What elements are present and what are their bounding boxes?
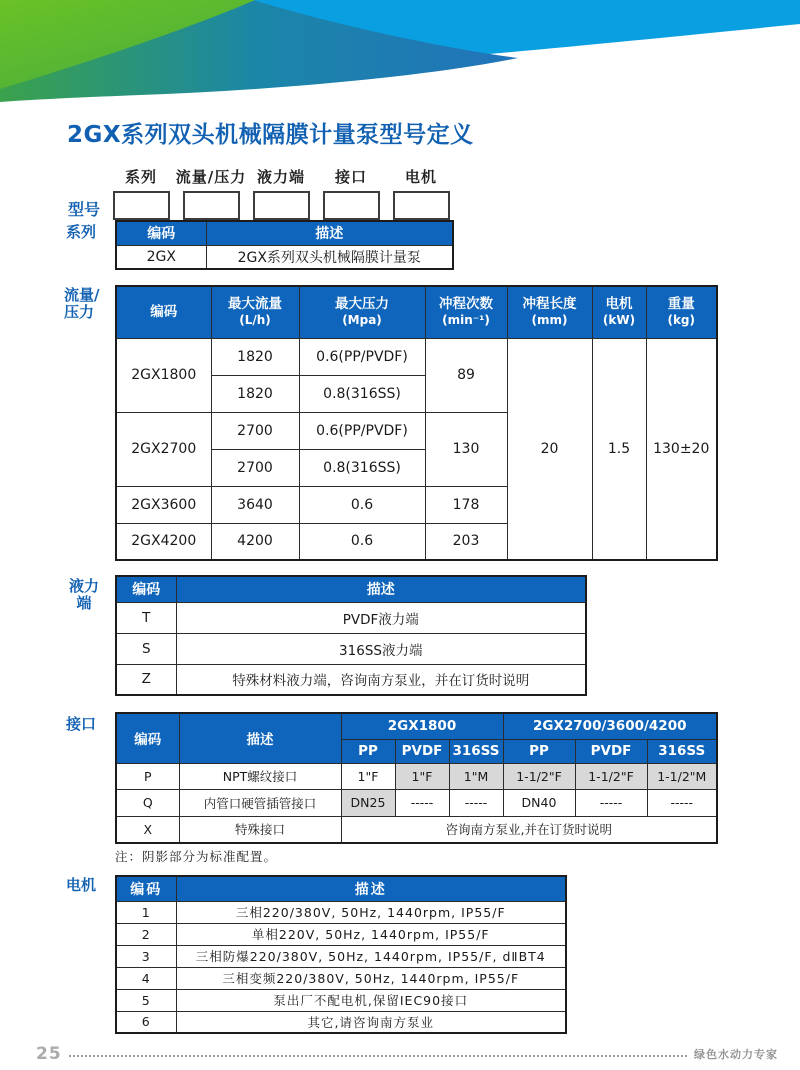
model-number-label: 型号 [68, 200, 101, 219]
page-number: 25 [36, 1044, 62, 1064]
table-row [116, 1011, 566, 1033]
model-field-label: 液力端 [256, 168, 305, 186]
column-header: 描述 [206, 221, 453, 245]
cell-code: 2GX2700 [116, 412, 211, 486]
side-label-line: 液力 [68, 577, 99, 595]
cell-value: ----- [449, 790, 503, 817]
cell-code: 2GX [116, 245, 206, 269]
cell-desc: 泵出厂不配电机,保留IEC90接口 [176, 989, 566, 1011]
cell-value: 0.6(PP/PVDF) [299, 338, 425, 375]
table-row [116, 245, 453, 269]
cell-value: 1820 [211, 375, 299, 412]
cell-desc: 单相220V, 50Hz, 1440rpm, IP55/F [176, 923, 566, 945]
cell-value: 4200 [211, 523, 299, 560]
model-field-label: 系列 [124, 168, 157, 186]
column-header: 重量 (kg) [646, 286, 717, 338]
cell-code: 2GX4200 [116, 523, 211, 560]
table-row [116, 602, 586, 633]
column-header-group: 2GX2700/3600/4200 [503, 713, 717, 739]
table-row [116, 967, 566, 989]
cell-value: 1"F [341, 763, 395, 790]
cell-desc: 2GX系列双头机械隔膜计量泵 [206, 245, 453, 269]
column-header: 编码 [116, 286, 211, 338]
cell-value: 1-1/2"M [647, 763, 717, 790]
table-row [116, 945, 566, 967]
hydraulic-end-table [115, 575, 587, 696]
column-header: 编码 [116, 221, 206, 245]
footer-dotted-divider [69, 1055, 687, 1057]
cell-desc: 三相变频220/380V, 50Hz, 1440rpm, IP55/F [176, 967, 566, 989]
cell-value: 0.6 [299, 523, 425, 560]
cell-value: ----- [395, 790, 449, 817]
cell-code: Q [116, 790, 179, 817]
side-label-motor: 电机 [66, 876, 97, 894]
column-header: PVDF [395, 739, 449, 763]
cell-code: 2GX3600 [116, 486, 211, 523]
model-field-label: 电机 [404, 168, 437, 186]
header-row [116, 286, 717, 338]
table-row [116, 790, 717, 817]
cell-code: 6 [116, 1011, 176, 1033]
cell-value: 2700 [211, 449, 299, 486]
cell-desc: 三相防爆220/380V, 50Hz, 1440rpm, IP55/F, dⅡBT4 [176, 945, 566, 967]
cell-value: 0.8(316SS) [299, 375, 425, 412]
cell-desc: 内管口硬管插管接口 [179, 790, 341, 817]
cell-desc: 316SS液力端 [176, 633, 586, 664]
column-header: 电机 (kW) [592, 286, 646, 338]
cell-desc: 三相220/380V, 50Hz, 1440rpm, IP55/F [176, 901, 566, 923]
cell-desc: PVDF液力端 [176, 602, 586, 633]
cell-value: 1-1/2"F [503, 763, 575, 790]
table-row [116, 338, 717, 375]
cell-desc: 特殊材料液力端，咨询南方泵业，并在订货时说明 [176, 664, 586, 695]
cell-value: 1820 [211, 338, 299, 375]
cell-value: 3640 [211, 486, 299, 523]
cell-value: 0.8(316SS) [299, 449, 425, 486]
column-header: 编码 [116, 876, 176, 901]
cell-value: DN25 [341, 790, 395, 817]
cell-code: T [116, 602, 176, 633]
model-field-box [393, 191, 450, 220]
cell-desc: NPT螺纹接口 [179, 763, 341, 790]
cell-code: X [116, 816, 179, 843]
cell-code: 2 [116, 923, 176, 945]
column-header: 编码 [116, 713, 179, 763]
model-field-motor [366, 166, 476, 220]
cell-value: 2700 [211, 412, 299, 449]
cell-desc: 其它,请咨询南方泵业 [176, 1011, 566, 1033]
side-label-interface: 接口 [66, 715, 97, 733]
table-row [116, 816, 717, 843]
column-header: 冲程长度 (mm) [507, 286, 592, 338]
cell-code: P [116, 763, 179, 790]
column-header: 最大流量 (L/h) [211, 286, 299, 338]
column-header: 最大压力 (Mpa) [299, 286, 425, 338]
column-header-group: 2GX1800 [341, 713, 503, 739]
footer-slogan: 绿色水动力专家 [694, 1048, 778, 1061]
table-row [116, 763, 717, 790]
header-art [0, 0, 800, 112]
series-table [115, 220, 454, 270]
side-label-line: 端 [76, 594, 92, 612]
page-footer [36, 1044, 778, 1064]
side-label-line: 流量/ [64, 286, 100, 304]
column-header: 描述 [176, 876, 566, 901]
cell-value: 20 [507, 338, 592, 560]
cell-code: 1 [116, 901, 176, 923]
column-header: 编码 [116, 576, 176, 602]
side-label-flow-pressure [64, 287, 99, 321]
cell-code: Z [116, 664, 176, 695]
side-label-hydraulic-end [66, 578, 102, 612]
interface-table [115, 712, 718, 844]
cell-value: 1"F [395, 763, 449, 790]
cell-code: 5 [116, 989, 176, 1011]
cell-code: S [116, 633, 176, 664]
cell-value: 130 [425, 412, 507, 486]
cell-value: 1.5 [592, 338, 646, 560]
header-row [116, 221, 453, 245]
side-label-series: 系列 [66, 223, 97, 241]
cell-value: 203 [425, 523, 507, 560]
cell-value: 0.6(PP/PVDF) [299, 412, 425, 449]
cell-value: 178 [425, 486, 507, 523]
cell-value: 咨询南方泵业,并在订货时说明 [341, 816, 717, 843]
table-row [116, 901, 566, 923]
cell-code: 3 [116, 945, 176, 967]
table-row [116, 989, 566, 1011]
page-title: 2GX系列双头机械隔膜计量泵型号定义 [67, 122, 474, 148]
model-field-label: 接口 [334, 168, 367, 186]
table-row [116, 633, 586, 664]
column-header: 描述 [176, 576, 586, 602]
column-header: 描述 [179, 713, 341, 763]
cell-desc: 特殊接口 [179, 816, 341, 843]
column-header: 316SS [449, 739, 503, 763]
cell-value: 1"M [449, 763, 503, 790]
motor-table [115, 875, 567, 1034]
flow-pressure-table [115, 285, 718, 561]
standard-config-note: 注：阴影部分为标准配置。 [115, 849, 278, 864]
cell-value: ----- [647, 790, 717, 817]
column-header: PP [341, 739, 395, 763]
side-label-line: 压力 [64, 303, 95, 321]
cell-value: DN40 [503, 790, 575, 817]
table-row [116, 923, 566, 945]
column-header: 冲程次数 (min⁻¹) [425, 286, 507, 338]
table-row [116, 664, 586, 695]
cell-value: 1-1/2"F [575, 763, 647, 790]
column-header: PP [503, 739, 575, 763]
cell-value: 89 [425, 338, 507, 412]
cell-value: ----- [575, 790, 647, 817]
cell-value: 130±20 [646, 338, 717, 560]
cell-code: 2GX1800 [116, 338, 211, 412]
column-header: 316SS [647, 739, 717, 763]
cell-code: 4 [116, 967, 176, 989]
header-row [116, 713, 717, 739]
header-row [116, 876, 566, 901]
cell-value: 0.6 [299, 486, 425, 523]
header-row [116, 576, 586, 602]
model-field-label: 流量/压力 [175, 168, 247, 186]
column-header: PVDF [575, 739, 647, 763]
